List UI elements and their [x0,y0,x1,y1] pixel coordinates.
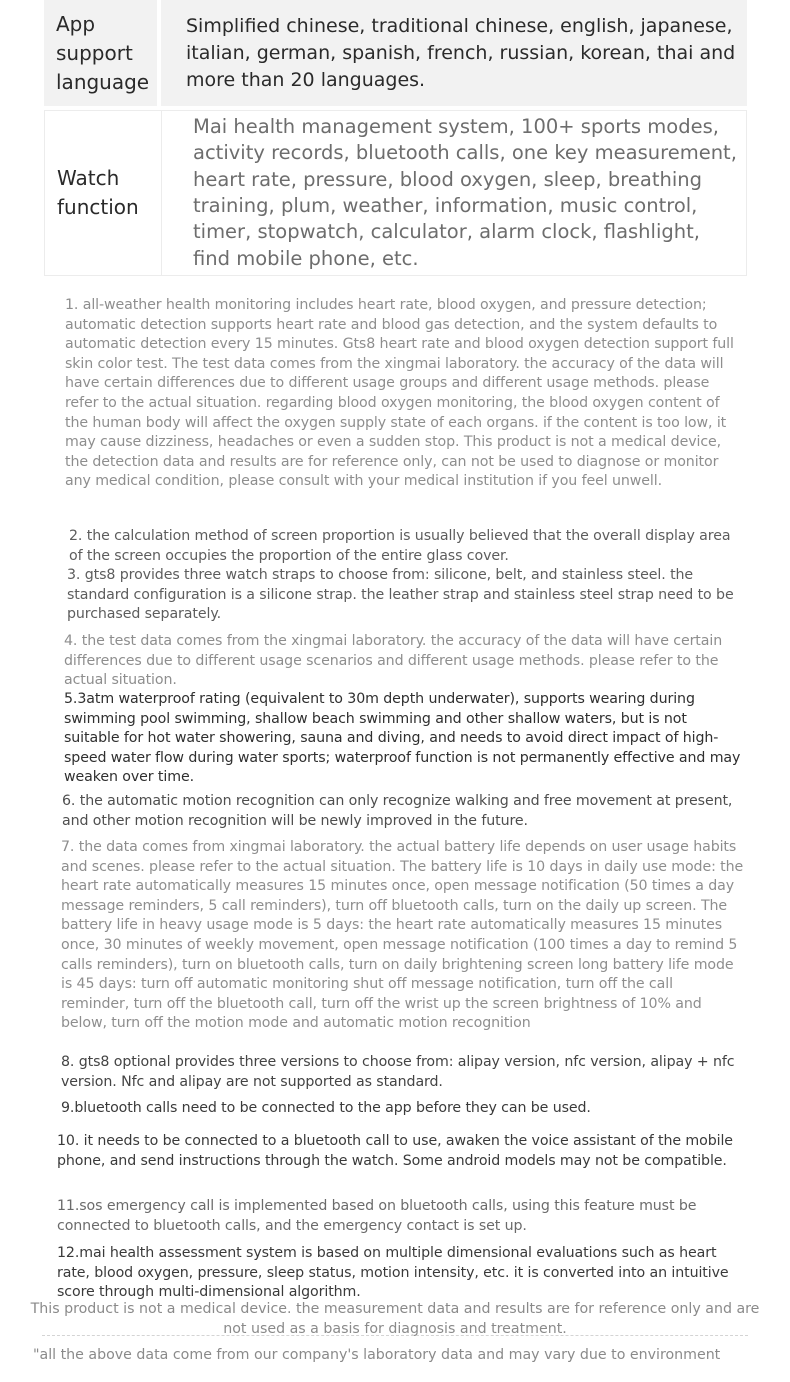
spec-label: App support language [44,0,161,106]
footnote-8: 8. gts8 optional provides three versions to choose from: alipay version, nfc version, alipay + nfc version. Nfc and alipay are not supported as standard. [61,1054,735,1090]
footnote-7: 7. the data comes from xingmai laboratory. the actual battery life depends on user usage habits and scenes. please refer to the actual situation. The battery life is 10 days in daily use mode: the heart rate automatically measures 15 minutes once, open message notification (50 times a day message reminders, 5 call reminders), turn off bluetooth calls, turn on the daily up screen. The battery life in heavy usage mode is 5 days: the heart rate automatically measures 15 minutes once, 30 minutes of weekly movement, open message notification (100 times a day to remind 5 calls reminders), turn on bluetooth calls, turn on daily brightening screen long battery life mode is 45 days: turn off automatic monitoring shut off message notification, turn off the call reminder, turn off the bluetooth call, turn off the wrist up the screen brightness of 10% and below, turn off the motion mode and automatic motion recognition [61,839,744,1032]
spec-row-app-language [44,0,747,106]
spec-table [44,0,747,276]
footnote-5: 5.3atm waterproof rating (equivalent to 30m depth underwater), supports wearing during swimming pool swimming, shallow beach swimming and other shallow waters, but is not suitable for hot water showering, sauna and diving, and needs to avoid direct impact of high-speed water flow during water sports; waterproof function is not permanently effective and may weaken over time. [64,691,741,786]
footnote-3: 3. gts8 provides three watch straps to choose from: silicone, belt, and stainless steel. the standard configuration is a silicone strap. the leather strap and stainless steel strap need to be purchased separately. [67,567,734,623]
footnote-2: 2. the calculation method of screen proportion is usually believed that the overall display area of the screen occupies the proportion of the entire glass cover. [69,528,731,564]
footnote-1: 1. all-weather health monitoring includes heart rate, blood oxygen, and pressure detection; automatic detection supports heart rate and blood gas detection, and the system defaults to automatic detection every 15 minutes. Gts8 heart rate and blood oxygen detection support full skin color test. The test data comes from the xingmai laboratory. the accuracy of the data will have certain differences due to different usage groups and different usage methods. please refer to the actual situation. regarding blood oxygen monitoring, the blood oxygen content of the human body will affect the oxygen supply state of each organs. if the content is too low, it may cause dizziness, headaches or even a sudden stop. This product is not a medical device, the detection data and results are for reference only, can not be used to diagnose or monitor any medical condition, please consult with your medical institution if you feel unwell. [65,297,734,490]
footnote-9: 9.bluetooth calls need to be connected to the app before they can be used. [61,1100,591,1116]
footnote-4: 4. the test data comes from the xingmai laboratory. the accuracy of the data will have certain differences due to different usage scenarios and different usage methods. please refer to the actual situation. [64,633,723,689]
footnote-12: 12.mai health assessment system is based on multiple dimensional evaluations such as heart rate, blood oxygen, pressure, sleep status, motion intensity, etc. it is converted into an intuitive score through multi-dimensional algorithm. [57,1245,729,1301]
spec-value: Mai health management system, 100+ sports modes, activity records, bluetooth calls, one key measurement, heart rate, pressure, blood oxygen, sleep, breathing training, plum, weather, information, music control, timer, stopwatch, calculator, alarm clock, flashlight, find mobile phone, etc. [193,114,737,270]
footnote-11: 11.sos emergency call is implemented based on bluetooth calls, using this feature must be connected to bluetooth calls, and the emergency contact is set up. [57,1198,697,1234]
spec-row-watch-function [44,110,747,276]
spec-value: Simplified chinese, traditional chinese, english, japanese, italian, german, spanish, french, russian, korean, thai and more than 20 languages. [186,14,736,91]
spec-label: Watch function [45,111,162,275]
footer-note: "all the above data come from our company's laboratory data and may vary due to environment [33,1347,721,1363]
dashed-divider [42,1335,748,1336]
footnote-10: 10. it needs to be connected to a bluetooth call to use, awaken the voice assistant of the mobile phone, and send instructions through the watch. Some android models may not be compatible. [57,1133,733,1169]
footnote-6: 6. the automatic motion recognition can only recognize walking and free movement at present, and other motion recognition will be newly improved in the future. [62,793,733,829]
medical-disclaimer: This product is not a medical device. the measurement data and results are for reference only and are not used as a basis for diagnosis and treatment. [30,1301,760,1337]
